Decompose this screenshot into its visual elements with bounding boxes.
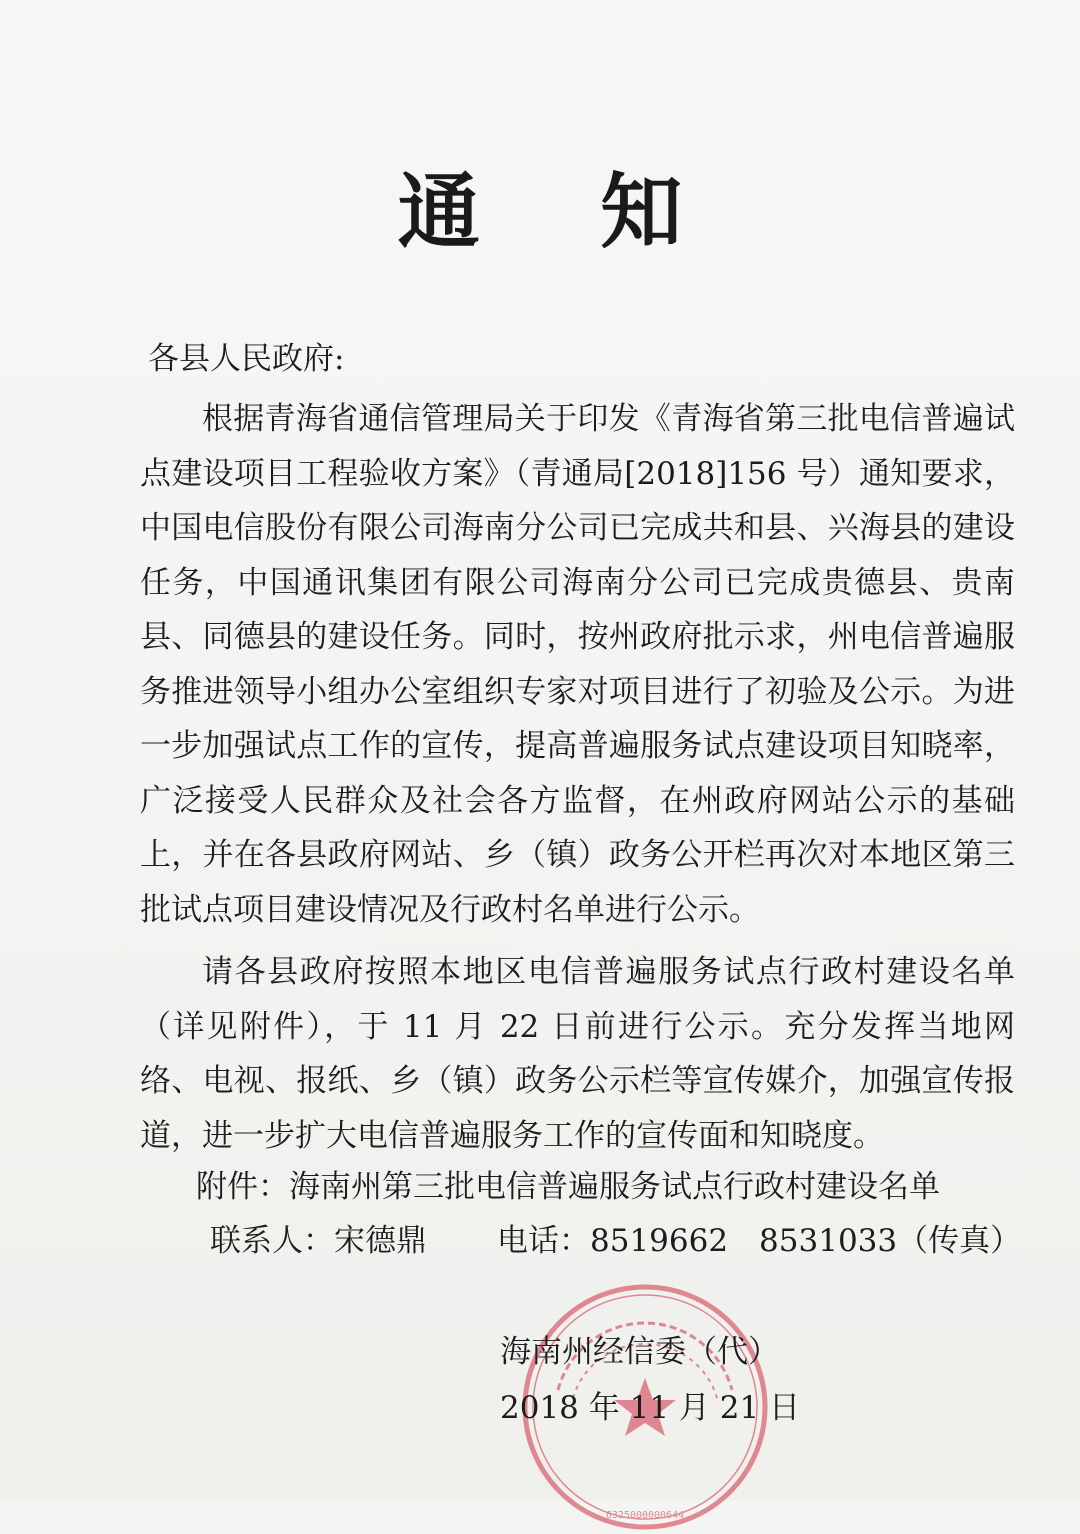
body-paragraph-1: 根据青海省通信管理局关于印发《青海省第三批电信普遍试点建设项目工程验收方案》（青通局[2018]156 号）通知要求，中国电信股份有限公司海南分公司已完成共和县、兴海县的建设任务，中国通讯集团有限公司海南分公司已完成贵德县、贵南县、同德县的建设任务。同时，按州政府批示求，州电信普遍服务推进领导小组办公室组织专家对项目进行了初验及公示。为进一步加强试点工作的宣传，提高普遍服务试点建设项目知晓率，广泛接受人民群众及社会各方监督，在州政府网站公示的基础上，并在各县政府网站、乡（镇）政务公开栏再次对本地区第三批试点项目建设情况及行政村名单进行公示。 [140,401,1015,928]
salutation: 各县人民政府: [148,341,345,377]
seal-serial: 6325000000644 [605,1510,685,1521]
body-paragraph-2: 请各县政府按照本地区电信普遍服务试点行政村建设名单（详见附件），于 11 月 22 日前进行公示。充分发挥当地网络、电视、报纸、乡（镇）政务公示栏等宣传媒介，加强宣传报道，进一步扩大电信普遍服务工作的宣传面和知晓度。 [140,954,1015,1154]
contact-phone: 电话：8519662 8531033（传真） [497,1223,1022,1259]
contact-line [210,1216,1021,1266]
signer: 海南州经信委（代） [500,1334,779,1370]
document-title: 通 知 [397,164,729,260]
date: 2018 年 11 月 21 日 [500,1390,801,1426]
attachment-line: 附件：海南州第三批电信普遍服务试点行政村建设名单 [196,1169,940,1205]
contact-person: 联系人：宋德鼎 [210,1223,427,1259]
